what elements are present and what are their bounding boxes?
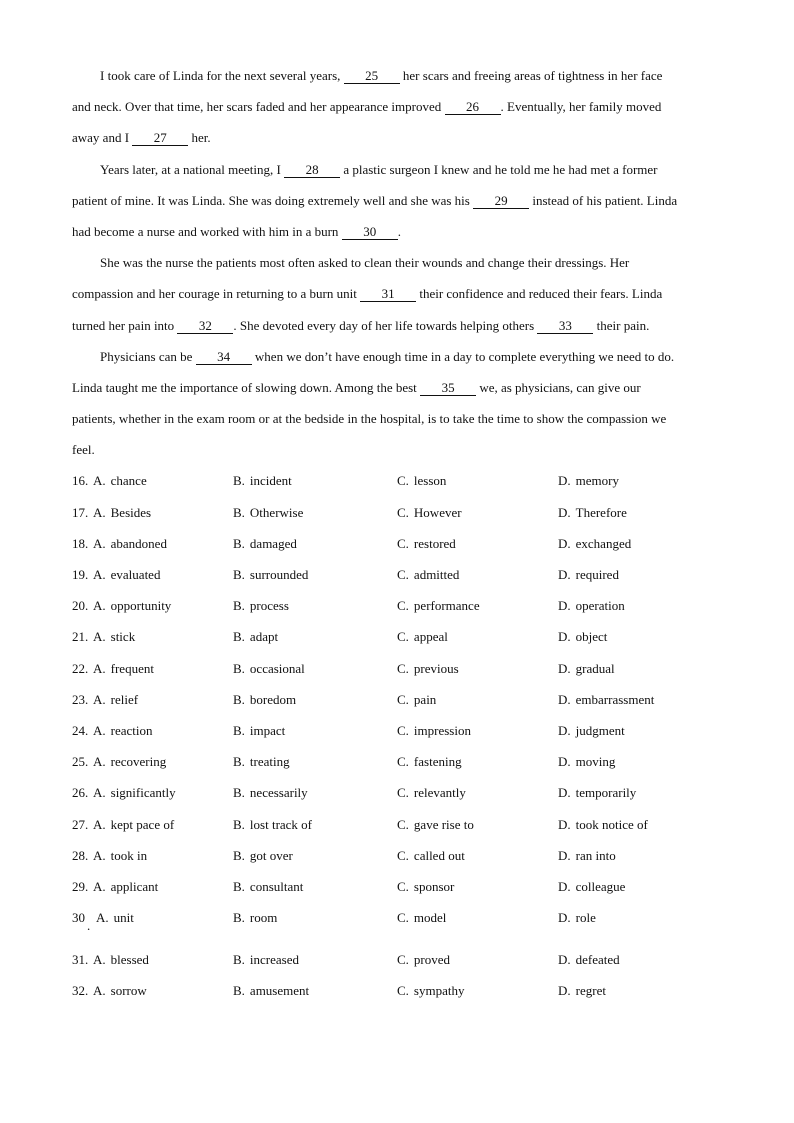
option-text: called out bbox=[413, 847, 465, 863]
option-text: exchanged bbox=[575, 535, 632, 551]
question-number: 23. bbox=[72, 691, 89, 707]
option-letter: C. bbox=[397, 754, 409, 770]
option-text: amusement bbox=[249, 983, 310, 999]
answer-blank-26: 26 bbox=[445, 100, 501, 115]
option-text: admitted bbox=[413, 567, 460, 582]
option-letter: D. bbox=[558, 847, 571, 863]
passage-text: . bbox=[397, 223, 401, 239]
option-text: kept pace of bbox=[110, 816, 175, 832]
option-b bbox=[233, 871, 303, 902]
option-text: gave rise to bbox=[413, 816, 474, 832]
option-text: abandoned bbox=[110, 535, 167, 551]
option-a bbox=[93, 944, 149, 975]
option-d bbox=[558, 684, 654, 715]
option-letter: C. bbox=[397, 535, 409, 551]
option-text: regret bbox=[575, 983, 606, 999]
passage-text: feel. bbox=[72, 442, 95, 458]
option-a bbox=[93, 528, 167, 559]
option-text: ran into bbox=[575, 847, 616, 863]
option-a bbox=[93, 840, 147, 871]
passage-line bbox=[72, 247, 732, 278]
option-letter: B. bbox=[233, 722, 245, 738]
question-number: 27. bbox=[72, 816, 89, 832]
option-text: required bbox=[575, 567, 619, 582]
option-text: fastening bbox=[413, 754, 462, 770]
question-list bbox=[72, 465, 732, 1006]
option-a bbox=[93, 809, 174, 840]
option-text: got over bbox=[249, 847, 293, 863]
option-a bbox=[93, 715, 153, 746]
passage-text: when we don’t have enough time in a day to complete everything we need to do. bbox=[251, 348, 675, 364]
option-letter: D. bbox=[558, 878, 571, 894]
option-letter: A. bbox=[93, 504, 106, 520]
option-letter: B. bbox=[233, 598, 245, 614]
option-a bbox=[93, 746, 166, 777]
option-c bbox=[397, 975, 464, 1006]
option-text: Besides bbox=[110, 504, 152, 520]
question-number: 32. bbox=[72, 983, 89, 999]
question-row bbox=[72, 746, 732, 777]
option-text: memory bbox=[575, 473, 619, 489]
passage-text: . Eventually, her family moved bbox=[500, 99, 662, 115]
option-text: previous bbox=[413, 660, 459, 676]
option-letter: C. bbox=[397, 878, 409, 894]
answer-blank-31: 31 bbox=[360, 287, 416, 302]
option-text: adapt bbox=[249, 629, 279, 645]
passage-text: patients, whether in the exam room or at the bedside in the hospital, is to take the time to show the compassion we bbox=[72, 411, 667, 427]
passage-line bbox=[72, 310, 732, 341]
option-letter: B. bbox=[233, 785, 245, 801]
answer-blank-33: 33 bbox=[537, 319, 593, 334]
option-letter: B. bbox=[233, 691, 245, 707]
option-letter: A. bbox=[93, 847, 106, 863]
passage-text: their pain. bbox=[593, 317, 650, 333]
option-b bbox=[233, 746, 290, 777]
option-text: relevantly bbox=[413, 785, 466, 801]
option-letter: C. bbox=[397, 504, 409, 520]
question-number: 21. bbox=[72, 629, 89, 645]
option-letter: D. bbox=[558, 691, 571, 707]
option-d bbox=[558, 871, 625, 902]
passage-line bbox=[72, 434, 732, 465]
option-text: consultant bbox=[249, 878, 304, 894]
option-letter: D. bbox=[558, 629, 571, 645]
option-letter: A. bbox=[93, 754, 106, 770]
question-row bbox=[72, 590, 732, 621]
option-text: blessed bbox=[110, 952, 149, 968]
option-text: lost track of bbox=[249, 816, 313, 832]
option-c bbox=[397, 528, 456, 559]
question-row bbox=[72, 465, 732, 496]
option-c bbox=[397, 715, 471, 746]
option-letter: C. bbox=[397, 598, 409, 614]
option-letter: D. bbox=[558, 785, 571, 801]
passage-text: She was the nurse the patients most often asked to clean their wounds and change their dressings. Her bbox=[100, 255, 630, 271]
option-letter: A. bbox=[96, 910, 109, 926]
option-text: increased bbox=[249, 952, 300, 968]
passage-line bbox=[72, 403, 732, 434]
option-b bbox=[233, 497, 303, 528]
option-c bbox=[397, 809, 474, 840]
option-letter: C. bbox=[397, 983, 409, 999]
option-letter: C. bbox=[397, 847, 409, 863]
passage-text: Physicians can be bbox=[100, 348, 196, 364]
option-letter: B. bbox=[233, 910, 245, 926]
option-d bbox=[558, 777, 636, 808]
option-d bbox=[558, 809, 648, 840]
question-row bbox=[72, 715, 732, 746]
option-text: Otherwise bbox=[249, 504, 304, 520]
option-a bbox=[93, 559, 160, 590]
option-text: temporarily bbox=[575, 785, 637, 801]
option-b bbox=[233, 840, 293, 871]
option-letter: D. bbox=[558, 754, 571, 770]
option-letter: C. bbox=[397, 660, 409, 676]
option-text: Therefore bbox=[575, 504, 627, 520]
option-d bbox=[558, 715, 625, 746]
answer-blank-28: 28 bbox=[284, 163, 340, 178]
option-letter: B. bbox=[233, 535, 245, 551]
passage-text: their confidence and reduced their fears. Linda bbox=[416, 286, 663, 302]
option-text: lesson bbox=[413, 473, 447, 489]
passage-line bbox=[72, 341, 732, 372]
option-text: reaction bbox=[110, 722, 153, 738]
option-b bbox=[233, 559, 308, 590]
option-text: model bbox=[413, 910, 447, 926]
passage-line bbox=[72, 278, 732, 309]
option-d bbox=[558, 621, 607, 652]
option-b bbox=[233, 528, 297, 559]
option-letter: C. bbox=[397, 567, 409, 582]
option-text: relief bbox=[110, 691, 139, 707]
option-letter: B. bbox=[233, 847, 245, 863]
option-d bbox=[558, 590, 625, 621]
question-number: 25. bbox=[72, 754, 89, 770]
question-row bbox=[72, 809, 732, 840]
option-text: occasional bbox=[249, 660, 305, 676]
option-a bbox=[93, 497, 151, 528]
option-d bbox=[558, 528, 631, 559]
passage-text: patient of mine. It was Linda. She was doing extremely well and she was his bbox=[72, 192, 474, 208]
option-a bbox=[93, 653, 154, 684]
cloze-passage bbox=[72, 60, 732, 465]
page-content bbox=[72, 60, 732, 1007]
option-letter: D. bbox=[558, 598, 571, 614]
option-letter: B. bbox=[233, 952, 245, 968]
question-number: 17. bbox=[72, 504, 89, 520]
option-letter: D. bbox=[558, 816, 571, 832]
option-letter: B. bbox=[233, 754, 245, 770]
option-d bbox=[558, 944, 620, 975]
option-c bbox=[397, 902, 446, 933]
option-text: damaged bbox=[249, 535, 297, 551]
question-row bbox=[72, 684, 732, 715]
option-letter: B. bbox=[233, 878, 245, 894]
option-b bbox=[233, 590, 289, 621]
option-b bbox=[233, 621, 278, 652]
option-letter: D. bbox=[558, 983, 571, 999]
answer-blank-30: 30 bbox=[342, 225, 398, 240]
option-text: boredom bbox=[249, 691, 297, 707]
option-c bbox=[397, 684, 436, 715]
option-a bbox=[93, 684, 138, 715]
option-letter: B. bbox=[233, 629, 245, 645]
option-text: pain bbox=[413, 691, 437, 707]
option-letter: A. bbox=[93, 598, 106, 614]
option-text: restored bbox=[413, 535, 456, 551]
option-c bbox=[397, 840, 465, 871]
option-letter: C. bbox=[397, 952, 409, 968]
option-d bbox=[558, 497, 627, 528]
option-letter: D. bbox=[558, 910, 571, 926]
option-c bbox=[397, 653, 459, 684]
passage-text: a plastic surgeon I knew and he told me he had met a former bbox=[340, 161, 658, 177]
option-text: However bbox=[413, 504, 462, 520]
option-a bbox=[93, 871, 158, 902]
option-letter: D. bbox=[558, 567, 571, 582]
passage-text: her. bbox=[188, 130, 211, 146]
option-c bbox=[397, 621, 448, 652]
option-a bbox=[93, 777, 176, 808]
option-text: performance bbox=[413, 598, 480, 614]
option-text: appeal bbox=[413, 629, 448, 645]
question-row bbox=[72, 559, 732, 590]
option-text: impact bbox=[249, 722, 286, 738]
question-row bbox=[72, 621, 732, 652]
option-letter: B. bbox=[233, 816, 245, 832]
answer-blank-29: 29 bbox=[473, 194, 529, 209]
question-number: 29. bbox=[72, 878, 89, 894]
option-letter: B. bbox=[233, 473, 245, 489]
question-number: 22. bbox=[72, 660, 89, 676]
option-b bbox=[233, 902, 277, 933]
option-d bbox=[558, 653, 615, 684]
passage-text: had become a nurse and worked with him in a burn bbox=[72, 223, 342, 239]
passage-line bbox=[72, 91, 732, 122]
option-d bbox=[558, 465, 619, 496]
answer-blank-32: 32 bbox=[177, 319, 233, 334]
option-text: moving bbox=[575, 754, 616, 770]
option-text: sympathy bbox=[413, 983, 465, 999]
question-row bbox=[72, 944, 732, 975]
option-letter: B. bbox=[233, 567, 245, 582]
question-number: 26. bbox=[72, 785, 89, 801]
option-letter: D. bbox=[558, 952, 571, 968]
option-c bbox=[397, 590, 480, 621]
passage-text: I took care of Linda for the next several years, bbox=[100, 68, 344, 83]
option-b bbox=[233, 944, 299, 975]
option-b bbox=[233, 653, 305, 684]
option-text: evaluated bbox=[110, 567, 161, 582]
answer-blank-25: 25 bbox=[344, 69, 400, 84]
option-c bbox=[397, 944, 450, 975]
option-text: judgment bbox=[575, 722, 625, 738]
option-text: surrounded bbox=[249, 567, 309, 582]
option-a bbox=[93, 465, 147, 496]
passage-text: Years later, at a national meeting, I bbox=[100, 161, 285, 177]
question-number: 16. bbox=[72, 473, 89, 489]
option-text: process bbox=[249, 598, 289, 614]
option-d bbox=[558, 559, 619, 590]
option-letter: A. bbox=[93, 660, 106, 676]
option-letter: D. bbox=[558, 504, 571, 520]
option-letter: C. bbox=[397, 473, 409, 489]
question-row bbox=[72, 871, 732, 902]
option-text: gradual bbox=[575, 660, 615, 676]
passage-line bbox=[72, 216, 732, 247]
option-c bbox=[397, 497, 462, 528]
question-row bbox=[72, 777, 732, 808]
question-number: 18. bbox=[72, 535, 89, 551]
option-letter: A. bbox=[93, 535, 106, 551]
option-text: stick bbox=[110, 629, 136, 645]
option-text: recovering bbox=[110, 754, 167, 770]
option-a bbox=[96, 902, 134, 933]
question-number: 19. bbox=[72, 567, 89, 582]
passage-text: Linda taught me the importance of slowing down. Among the best bbox=[72, 379, 421, 395]
option-letter: C. bbox=[397, 910, 409, 926]
option-d bbox=[558, 840, 616, 871]
option-a bbox=[93, 590, 171, 621]
option-text: frequent bbox=[110, 660, 154, 676]
passage-text: away and I bbox=[72, 130, 133, 146]
option-letter: A. bbox=[93, 816, 106, 832]
option-letter: A. bbox=[93, 691, 106, 707]
option-text: room bbox=[249, 910, 278, 926]
option-letter: D. bbox=[558, 722, 571, 738]
option-text: sorrow bbox=[110, 983, 147, 999]
option-d bbox=[558, 746, 615, 777]
option-c bbox=[397, 746, 462, 777]
option-c bbox=[397, 777, 466, 808]
option-text: necessarily bbox=[249, 785, 308, 801]
option-text: treating bbox=[249, 754, 290, 770]
passage-text: instead of his patient. Linda bbox=[529, 192, 678, 208]
option-text: applicant bbox=[110, 878, 159, 894]
option-text: significantly bbox=[110, 785, 176, 801]
option-text: took notice of bbox=[575, 816, 648, 832]
option-text: opportunity bbox=[110, 598, 172, 614]
option-b bbox=[233, 809, 312, 840]
option-b bbox=[233, 777, 308, 808]
option-letter: A. bbox=[93, 983, 106, 999]
option-letter: C. bbox=[397, 629, 409, 645]
option-text: sponsor bbox=[413, 878, 455, 894]
option-b bbox=[233, 715, 285, 746]
option-c bbox=[397, 871, 454, 902]
option-letter: A. bbox=[93, 722, 106, 738]
option-text: operation bbox=[575, 598, 625, 614]
option-letter: B. bbox=[233, 504, 245, 520]
passage-text: and neck. Over that time, her scars faded and her appearance improved bbox=[72, 99, 445, 115]
option-letter: B. bbox=[233, 983, 245, 999]
option-d bbox=[558, 902, 596, 933]
option-text: impression bbox=[413, 722, 471, 738]
passage-text: compassion and her courage in returning to a burn unit bbox=[72, 286, 361, 302]
option-letter: D. bbox=[558, 473, 571, 489]
question-row bbox=[72, 902, 732, 933]
question-number: 30 bbox=[72, 910, 85, 926]
option-letter: A. bbox=[93, 952, 106, 968]
passage-line bbox=[72, 372, 732, 403]
answer-blank-35: 35 bbox=[420, 381, 476, 396]
option-text: defeated bbox=[575, 952, 620, 968]
question-number: 28. bbox=[72, 847, 89, 863]
option-b bbox=[233, 975, 309, 1006]
option-letter: B. bbox=[233, 660, 245, 676]
question-number: 20. bbox=[72, 598, 89, 614]
option-text: incident bbox=[249, 473, 292, 489]
option-letter: A. bbox=[93, 629, 106, 645]
option-text: unit bbox=[113, 910, 134, 926]
option-letter: A. bbox=[93, 473, 106, 489]
option-letter: C. bbox=[397, 722, 409, 738]
option-letter: C. bbox=[397, 691, 409, 707]
option-text: object bbox=[575, 629, 608, 645]
option-letter: A. bbox=[93, 567, 106, 582]
question-row bbox=[72, 497, 732, 528]
option-letter: C. bbox=[397, 816, 409, 832]
question-row bbox=[72, 528, 732, 559]
option-text: colleague bbox=[575, 878, 626, 894]
option-text: chance bbox=[110, 473, 147, 489]
option-letter: D. bbox=[558, 535, 571, 551]
question-row bbox=[72, 840, 732, 871]
option-letter: D. bbox=[558, 660, 571, 676]
passage-line bbox=[72, 122, 732, 153]
option-text: proved bbox=[413, 952, 451, 968]
option-c bbox=[397, 465, 446, 496]
option-c bbox=[397, 559, 459, 590]
option-d bbox=[558, 975, 606, 1006]
answer-blank-27: 27 bbox=[132, 131, 188, 146]
question-number: 24. bbox=[72, 722, 89, 738]
passage-text: turned her pain into bbox=[72, 317, 178, 333]
passage-text: we, as physicians, can give our bbox=[476, 379, 641, 395]
option-letter: A. bbox=[93, 785, 106, 801]
option-a bbox=[93, 621, 135, 652]
option-text: took in bbox=[110, 847, 148, 863]
option-text: role bbox=[575, 910, 596, 926]
passage-line bbox=[72, 60, 732, 91]
answer-blank-34: 34 bbox=[196, 350, 252, 365]
question-row bbox=[72, 653, 732, 684]
question-row bbox=[72, 975, 732, 1006]
option-b bbox=[233, 684, 296, 715]
option-letter: A. bbox=[93, 878, 106, 894]
passage-text: . She devoted every day of her life towards helping others bbox=[233, 317, 538, 333]
option-text: embarrassment bbox=[575, 691, 655, 707]
passage-line bbox=[72, 185, 732, 216]
question-number-mark: . bbox=[87, 918, 91, 934]
option-a bbox=[93, 975, 147, 1006]
question-number: 31. bbox=[72, 952, 89, 968]
passage-text: her scars and freeing areas of tightness in her face bbox=[399, 68, 663, 83]
option-letter: C. bbox=[397, 785, 409, 801]
passage-line bbox=[72, 154, 732, 185]
option-b bbox=[233, 465, 292, 496]
